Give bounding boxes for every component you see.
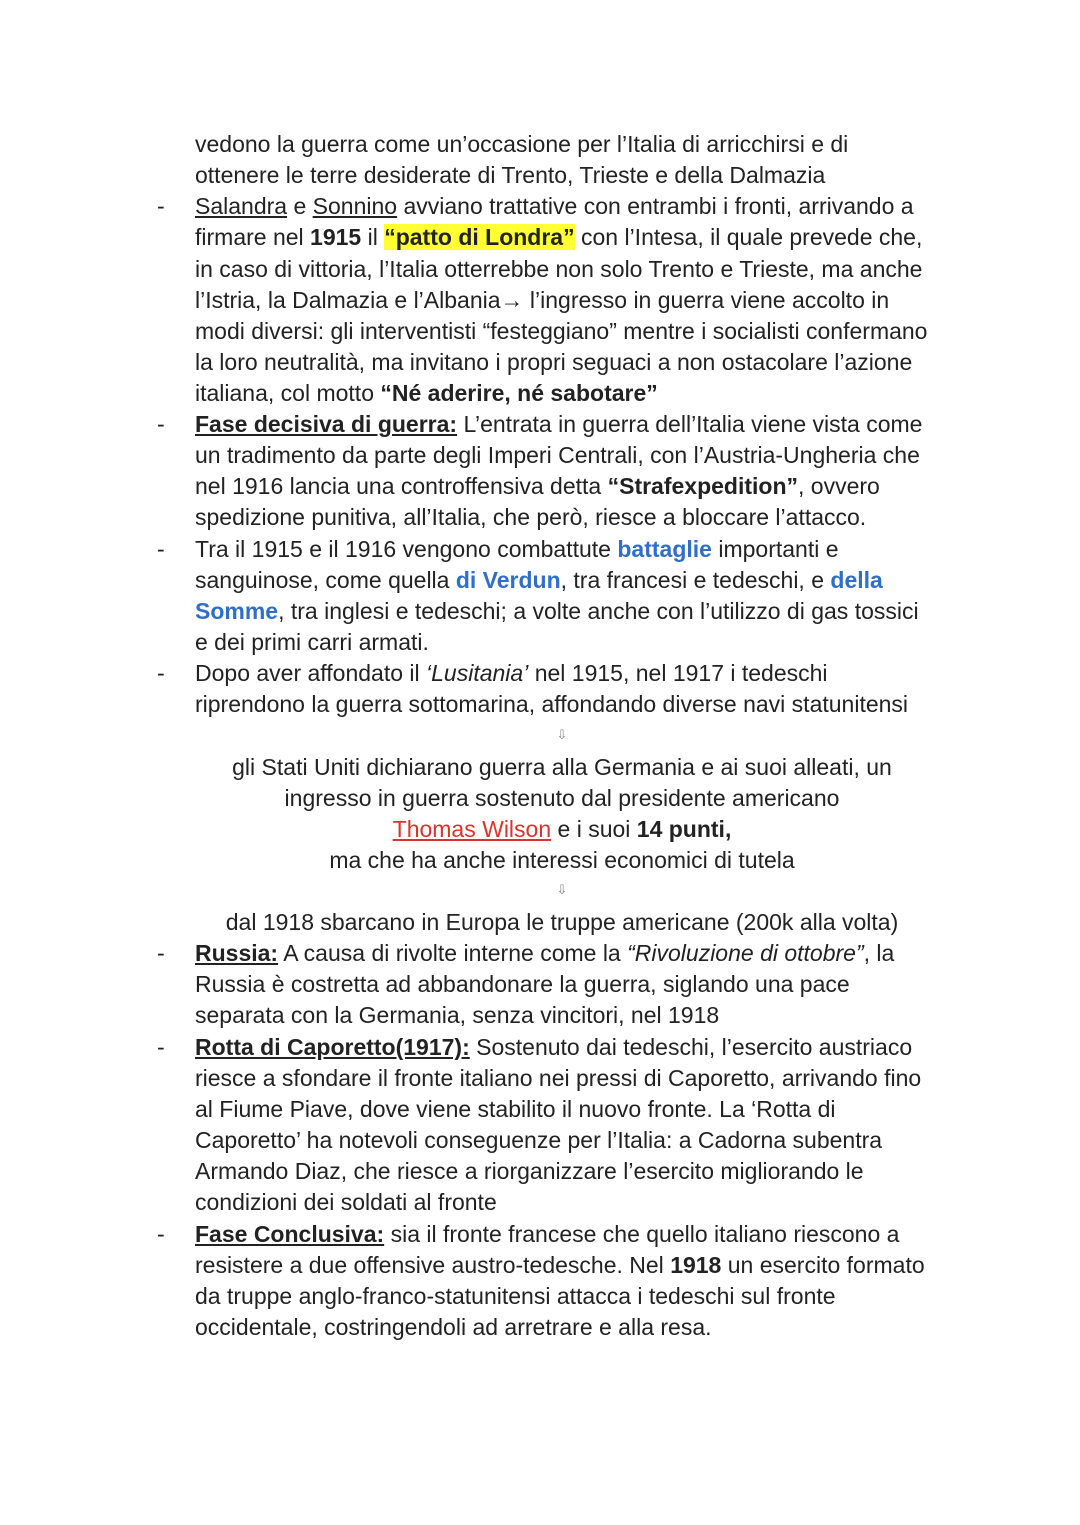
down-arrow-icon: ⇩ bbox=[556, 727, 568, 742]
text-line bbox=[195, 440, 920, 471]
text-line bbox=[0, 752, 1080, 783]
text: Tra il 1915 e il 1916 vengono combattute bbox=[195, 536, 618, 562]
bullet-dash: - bbox=[157, 1221, 165, 1247]
text-line bbox=[195, 969, 850, 1000]
term-lusitania: ‘Lusitania’ bbox=[426, 660, 529, 686]
text-line bbox=[195, 565, 883, 596]
highlight-patto-di-londra: “patto di Londra” bbox=[384, 224, 575, 250]
text: A causa di rivolte interne come la bbox=[278, 940, 628, 966]
text: e bbox=[287, 193, 313, 219]
text-line bbox=[195, 1000, 719, 1031]
text: gli Stati Uniti dichiarano guerra alla Germania e ai suoi alleati, un bbox=[232, 754, 892, 780]
text-line bbox=[195, 1125, 882, 1156]
text: dal 1918 sbarcano in Europa le truppe americane (200k alla volta) bbox=[225, 909, 899, 935]
text: l’Istria, la Dalmazia e l’Albania→ l’ingresso in guerra viene accolto in bbox=[195, 287, 890, 313]
text: un esercito formato bbox=[721, 1252, 925, 1278]
text-line bbox=[195, 1250, 925, 1281]
text-line bbox=[195, 1156, 864, 1187]
text: L’entrata in guerra dell’Italia viene vista come bbox=[457, 411, 923, 437]
text-line bbox=[195, 1312, 712, 1343]
term-somme: Somme bbox=[195, 598, 279, 624]
text: ingresso in guerra sostenuto dal presidente americano bbox=[284, 785, 840, 811]
text-line bbox=[195, 1219, 899, 1250]
year-1918: 1918 bbox=[670, 1252, 722, 1278]
text: importanti e bbox=[711, 536, 839, 562]
text: , ovvero bbox=[798, 473, 880, 499]
down-arrow-icon: ⇩ bbox=[556, 882, 568, 897]
section-heading: Fase decisiva di guerra: bbox=[195, 411, 458, 437]
text: italiana, col motto bbox=[195, 380, 381, 406]
text-line bbox=[195, 347, 912, 378]
text-line bbox=[0, 783, 1080, 814]
text-line bbox=[195, 689, 908, 720]
text: riesce a sfondare il fronte italiano nei pressi di Caporetto, arrivando fino bbox=[195, 1065, 922, 1091]
term-verdun: di Verdun bbox=[455, 567, 561, 593]
term-rivoluzione: “Rivoluzione di ottobre” bbox=[627, 940, 864, 966]
text: nel 1915, nel 1917 i tedeschi bbox=[528, 660, 828, 686]
text: firmare nel bbox=[195, 224, 311, 250]
text: sia il fronte francese che quello italiano riescono a bbox=[384, 1221, 900, 1247]
text: da truppe anglo-franco-statunitensi attacca i tedeschi sul fronte bbox=[195, 1283, 836, 1309]
section-heading: Rotta di Caporetto(1917): bbox=[195, 1034, 470, 1060]
text: , tra inglesi e tedeschi; a volte anche con l’utilizzo di gas tossici bbox=[278, 598, 919, 624]
text-line bbox=[195, 222, 922, 253]
bullet-dash: - bbox=[157, 411, 165, 437]
text-line bbox=[195, 658, 828, 689]
text: vedono la guerra come un’occasione per l’Italia di arricchirsi e di bbox=[195, 131, 849, 157]
text-line bbox=[195, 285, 889, 316]
text-line bbox=[195, 129, 848, 160]
text: condizioni dei soldati al fronte bbox=[195, 1189, 497, 1215]
bullet-dash: - bbox=[157, 536, 165, 562]
text: Russia è costretta ad abbandonare la guerra, siglando una pace bbox=[195, 971, 850, 997]
text: occidentale, costringendoli ad arretrare e alla resa. bbox=[195, 1314, 712, 1340]
motto: “Né aderire, né sabotare” bbox=[380, 380, 658, 406]
text: ottenere le terre desiderate di Trento, Trieste e della Dalmazia bbox=[195, 162, 826, 188]
text: ma che ha anche interessi economici di tutela bbox=[329, 847, 795, 873]
text-line bbox=[195, 191, 914, 222]
term-della: della bbox=[830, 567, 883, 593]
text: Caporetto’ ha notevoli conseguenze per l’Italia: a Cadorna subentra bbox=[195, 1127, 883, 1153]
text: il bbox=[361, 224, 385, 250]
text-line bbox=[195, 471, 880, 502]
term-strafexpedition: “Strafexpedition” bbox=[607, 473, 799, 499]
text-line bbox=[195, 1187, 497, 1218]
text-line bbox=[195, 160, 825, 191]
text: la loro neutralità, ma invitano i propri seguaci a non ostacolare l’azione bbox=[195, 349, 913, 375]
text: modi diversi: gli interventisti “festeggiano” mentre i socialisti confermano bbox=[195, 318, 928, 344]
year-1915: 1915 bbox=[310, 224, 362, 250]
text: avviano trattative con entrambi i fronti, arrivando a bbox=[397, 193, 914, 219]
text: , la bbox=[863, 940, 895, 966]
text-line bbox=[195, 409, 922, 440]
name-salandra: Salandra bbox=[195, 193, 288, 219]
text-line bbox=[0, 814, 1080, 845]
link-thomas-wilson[interactable]: Thomas Wilson bbox=[392, 816, 552, 842]
text: al Fiume Piave, dove viene stabilito il nuovo fronte. La ‘Rotta di bbox=[195, 1096, 836, 1122]
text: Sostenuto dai tedeschi, l’esercito austriaco bbox=[469, 1034, 913, 1060]
text-line bbox=[195, 627, 429, 658]
text: spedizione punitiva, all’Italia, che però, riesce a bloccare l’attacco. bbox=[195, 504, 867, 530]
text: resistere a due offensive austro-tedesche. Nel bbox=[195, 1252, 671, 1278]
text: con l’Intesa, il quale prevede che, bbox=[574, 224, 923, 250]
bullet-dash: - bbox=[157, 940, 165, 966]
text: riprendono la guerra sottomarina, affondando diverse navi statunitensi bbox=[195, 691, 909, 717]
text: e dei primi carri armati. bbox=[195, 629, 429, 655]
bullet-dash: - bbox=[157, 193, 165, 219]
text-line bbox=[195, 502, 866, 533]
text: , tra francesi e tedeschi, e bbox=[560, 567, 831, 593]
text: Dopo aver affondato il bbox=[195, 660, 427, 686]
bullet-dash: - bbox=[157, 660, 165, 686]
text-line bbox=[195, 1094, 836, 1125]
bullet-dash: - bbox=[157, 1034, 165, 1060]
text-line bbox=[195, 938, 894, 969]
text-line bbox=[195, 1281, 836, 1312]
text-line bbox=[0, 907, 1080, 938]
text: sanguinose, come quella bbox=[195, 567, 456, 593]
section-heading: Russia: bbox=[195, 940, 279, 966]
text-line bbox=[195, 316, 927, 347]
section-heading: Fase Conclusiva: bbox=[195, 1221, 385, 1247]
text: in caso di vittoria, l’Italia otterrebbe non solo Trento e Trieste, ma anche bbox=[195, 256, 923, 282]
term-battaglie: battaglie bbox=[617, 536, 712, 562]
text: Armando Diaz, che riesce a riorganizzare l’esercito migliorando le bbox=[195, 1158, 864, 1184]
text: e i suoi bbox=[551, 816, 637, 842]
text-line bbox=[195, 1063, 921, 1094]
text-line bbox=[195, 534, 839, 565]
text-line bbox=[0, 845, 1080, 876]
text: nel 1916 lancia una controffensiva detta bbox=[195, 473, 608, 499]
text: un tradimento da parte degli Imperi Centrali, con l’Austria-Ungheria che bbox=[195, 442, 920, 468]
text-line bbox=[195, 596, 919, 627]
term-14-punti: 14 punti, bbox=[636, 816, 732, 842]
text-line bbox=[195, 1032, 912, 1063]
text: separata con la Germania, senza vincitori, nel 1918 bbox=[195, 1002, 720, 1028]
text-line bbox=[195, 254, 922, 285]
text-line bbox=[195, 378, 658, 409]
name-sonnino: Sonnino bbox=[312, 193, 398, 219]
